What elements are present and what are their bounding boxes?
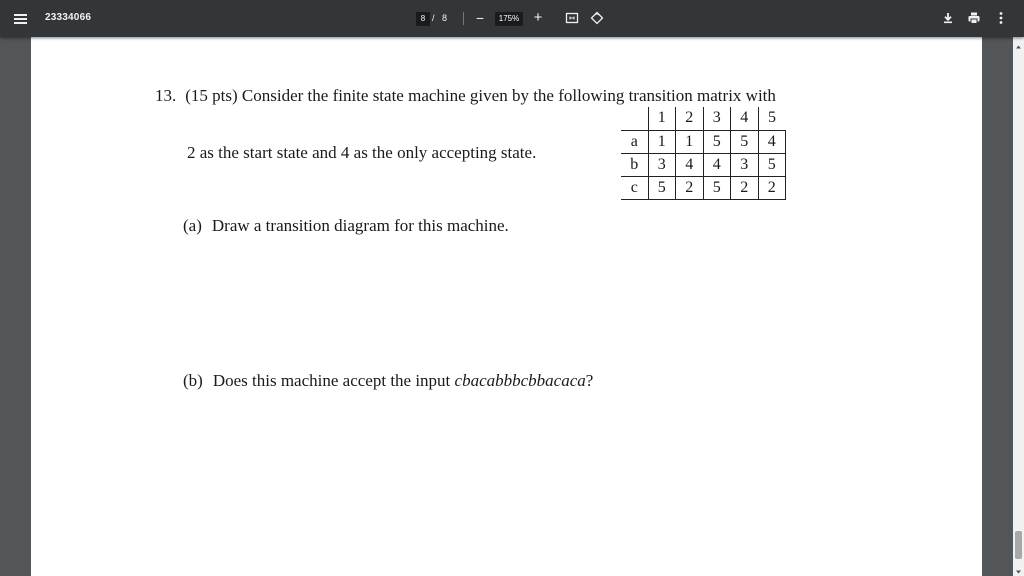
part-a-text: Draw a transition diagram for this machine. [211, 216, 509, 235]
matrix-row [621, 153, 786, 176]
question-text: (15 pts) Consider the finite state machine given by the following transition matrix with [185, 86, 776, 105]
matrix-cell: 4 [758, 130, 786, 153]
pdf-page [31, 37, 982, 576]
matrix-corner [621, 107, 648, 130]
transition-matrix [621, 107, 786, 200]
state-header: 5 [758, 107, 786, 130]
part-a-label: (a) [183, 216, 202, 235]
scrollbar-thumb[interactable] [1015, 531, 1022, 559]
rotate-icon[interactable] [590, 11, 604, 25]
state-header: 4 [731, 107, 759, 130]
matrix-cell: 1 [676, 130, 704, 153]
matrix-cell: 5 [703, 176, 731, 199]
page-separator: / [432, 13, 435, 23]
pdf-viewer [0, 37, 1013, 576]
pdf-toolbar [0, 0, 1024, 37]
fit-to-page-icon[interactable] [565, 11, 579, 25]
matrix-cell: 3 [648, 153, 676, 176]
matrix-cell: 3 [731, 153, 759, 176]
matrix-cell: 1 [648, 130, 676, 153]
toolbar-divider [463, 12, 464, 25]
part-b-question-mark: ? [585, 371, 594, 390]
scroll-down-arrow-icon[interactable] [1013, 564, 1024, 574]
state-header: 2 [676, 107, 704, 130]
total-pages: 8 [442, 13, 448, 23]
state-header: 1 [648, 107, 676, 130]
question-text-line2: 2 as the start state and 4 as the only accepting state. [187, 143, 537, 162]
matrix-cell: 2 [731, 176, 759, 199]
zoom-level-input[interactable]: 175% [495, 12, 523, 26]
matrix-cell: 4 [703, 153, 731, 176]
question-number: 13. [155, 86, 177, 105]
matrix-cell: 2 [758, 176, 786, 199]
scroll-up-arrow-icon[interactable] [1013, 39, 1024, 49]
menu-icon[interactable] [11, 9, 31, 29]
state-header: 3 [703, 107, 731, 130]
question-line [155, 86, 776, 106]
input-symbol: b [621, 153, 648, 176]
part-b-text: Does this machine accept the input [212, 371, 451, 390]
matrix-header-row [621, 107, 786, 130]
matrix-cell: 5 [731, 130, 759, 153]
part-b-label: (b) [183, 371, 203, 390]
matrix-row [621, 130, 786, 153]
more-vert-icon[interactable] [994, 11, 1008, 25]
matrix-cell: 4 [676, 153, 704, 176]
download-icon[interactable] [941, 11, 955, 25]
part-b [183, 371, 593, 391]
matrix-cell: 2 [676, 176, 704, 199]
document-title: 23334066 [45, 12, 92, 23]
vertical-scrollbar[interactable] [1013, 37, 1024, 576]
zoom-out-button[interactable]: − [475, 10, 485, 26]
part-a [183, 216, 509, 236]
matrix-cell: 5 [758, 153, 786, 176]
input-symbol: a [621, 130, 648, 153]
zoom-in-button[interactable]: + [533, 9, 543, 26]
input-symbol: c [621, 176, 648, 199]
part-b-input-string: cbacabbbcbbacaca [454, 371, 586, 390]
matrix-cell: 5 [703, 130, 731, 153]
matrix-cell: 5 [648, 176, 676, 199]
page-number-input[interactable]: 8 [416, 12, 430, 26]
print-icon[interactable] [967, 11, 981, 25]
matrix-row [621, 176, 786, 199]
